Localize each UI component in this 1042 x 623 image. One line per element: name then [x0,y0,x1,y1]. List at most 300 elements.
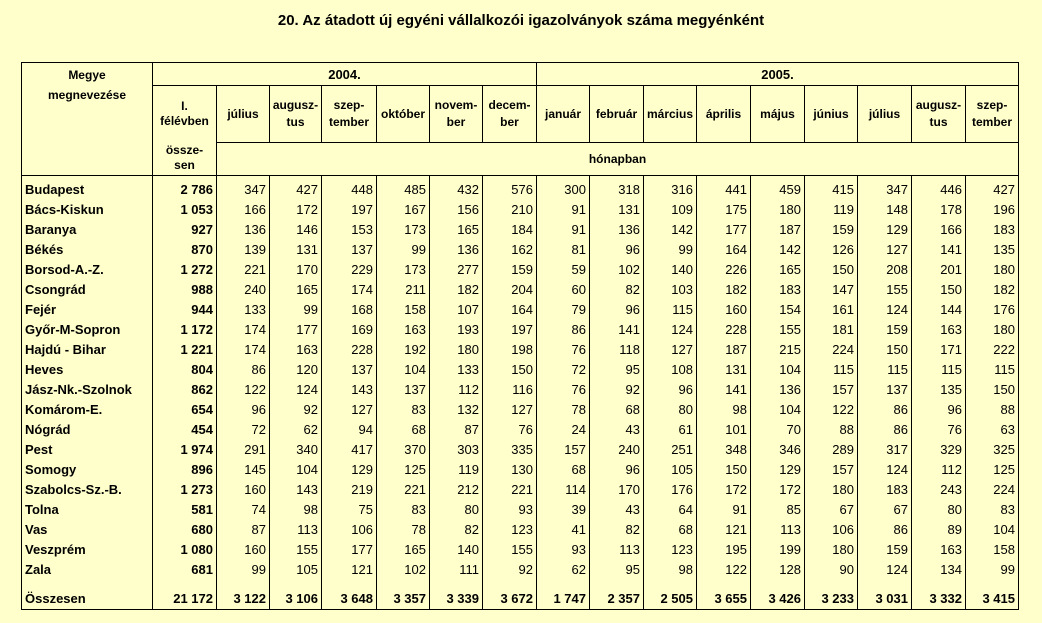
month-value: 113 [270,519,322,539]
month-value: 142 [751,239,805,259]
month-value: 133 [217,299,270,319]
month-value: 221 [483,479,537,499]
month-value: 67 [858,499,912,519]
month-value: 98 [270,499,322,519]
county-name: Bács-Kiskun [22,199,153,219]
month-value: 101 [697,419,751,439]
month-value: 211 [377,279,430,299]
county-name: Szabolcs-Sz.-B. [22,479,153,499]
month-value: 212 [430,479,483,499]
month-value: 441 [697,176,751,200]
month-header-line1: július [868,106,901,121]
month-value: 126 [805,239,858,259]
month-value: 182 [697,279,751,299]
summary-month-value: 3 415 [966,579,1019,610]
table-row [22,359,1019,379]
table-row [22,379,1019,399]
month-value: 88 [805,419,858,439]
monthly-unit-header: hónapban [217,143,1019,176]
month-value: 427 [966,176,1019,200]
month-value: 136 [430,239,483,259]
month-value: 79 [537,299,590,319]
table-row [22,319,1019,339]
month-value: 199 [751,539,805,559]
month-value: 124 [858,559,912,579]
month-value: 85 [751,499,805,519]
month-value: 183 [858,479,912,499]
month-value: 181 [805,319,858,339]
month-value: 221 [377,479,430,499]
month-value: 228 [697,319,751,339]
month-value: 156 [430,199,483,219]
month-value: 124 [270,379,322,399]
month-value: 165 [270,279,322,299]
month-value: 417 [322,439,377,459]
month-header [912,86,966,143]
county-total: 2 786 [153,176,217,200]
year-2004-header: 2004. [153,63,537,86]
county-total: 654 [153,399,217,419]
month-value: 98 [697,399,751,419]
month-value: 62 [537,559,590,579]
month-value: 176 [644,479,697,499]
month-header [966,86,1019,143]
month-value: 174 [322,279,377,299]
month-value: 128 [751,559,805,579]
month-value: 162 [483,239,537,259]
month-value: 144 [912,299,966,319]
month-value: 195 [697,539,751,559]
total-header [153,143,217,176]
month-value: 141 [697,379,751,399]
month-value: 59 [537,259,590,279]
summary-total: 21 172 [153,579,217,610]
month-value: 159 [858,319,912,339]
month-value: 335 [483,439,537,459]
month-value: 168 [322,299,377,319]
month-value: 160 [697,299,751,319]
month-value: 123 [644,539,697,559]
month-value: 109 [644,199,697,219]
month-value: 180 [751,199,805,219]
month-header-line2: tember [971,115,1012,129]
month-value: 208 [858,259,912,279]
month-value: 140 [644,259,697,279]
month-value: 122 [805,399,858,419]
month-value: 80 [430,499,483,519]
table-row [22,219,1019,239]
month-value: 137 [322,359,377,379]
month-value: 118 [590,339,644,359]
month-value: 172 [697,479,751,499]
month-value: 140 [430,539,483,559]
month-value: 204 [483,279,537,299]
month-value: 135 [966,239,1019,259]
summary-month-value: 3 357 [377,579,430,610]
month-value: 95 [590,359,644,379]
month-value: 99 [966,559,1019,579]
month-header-line1: október [380,106,425,121]
county-total: 944 [153,299,217,319]
month-value: 127 [858,239,912,259]
table-row [22,339,1019,359]
month-value: 222 [966,339,1019,359]
month-value: 41 [537,519,590,539]
month-value: 448 [322,176,377,200]
county-name: Budapest [22,176,153,200]
summary-month-value: 3 122 [217,579,270,610]
month-value: 163 [912,539,966,559]
month-value: 157 [537,439,590,459]
month-value: 121 [322,559,377,579]
month-value: 485 [377,176,430,200]
month-value: 329 [912,439,966,459]
month-value: 198 [483,339,537,359]
county-total: 1 273 [153,479,217,499]
month-value: 127 [644,339,697,359]
county-total: 1 272 [153,259,217,279]
month-value: 348 [697,439,751,459]
month-value: 63 [966,419,1019,439]
month-value: 124 [644,319,697,339]
month-value: 86 [858,419,912,439]
month-value: 291 [217,439,270,459]
month-value: 459 [751,176,805,200]
month-value: 192 [377,339,430,359]
month-value: 157 [805,459,858,479]
month-value: 175 [697,199,751,219]
summary-month-value: 1 747 [537,579,590,610]
table-row [22,239,1019,259]
month-value: 147 [805,279,858,299]
county-name: Somogy [22,459,153,479]
month-value: 99 [270,299,322,319]
month-value: 137 [858,379,912,399]
month-header-line1: augusz- [915,98,962,112]
month-value: 240 [590,439,644,459]
summary-month-value: 3 332 [912,579,966,610]
county-name: Heves [22,359,153,379]
month-value: 243 [912,479,966,499]
month-value: 251 [644,439,697,459]
month-header [537,86,590,143]
month-value: 113 [751,519,805,539]
month-value: 318 [590,176,644,200]
month-value: 99 [377,239,430,259]
month-value: 427 [270,176,322,200]
first-half-line2: félévben [160,114,209,129]
month-value: 80 [912,499,966,519]
county-total: 1 974 [153,439,217,459]
month-value: 139 [217,239,270,259]
month-value: 74 [217,499,270,519]
month-value: 107 [430,299,483,319]
county-total: 804 [153,359,217,379]
month-value: 122 [217,379,270,399]
month-value: 176 [966,299,1019,319]
month-value: 24 [537,419,590,439]
month-header [430,86,483,143]
summary-month-value: 2 505 [644,579,697,610]
month-value: 370 [377,439,430,459]
month-value: 86 [217,359,270,379]
month-value: 129 [858,219,912,239]
month-value: 137 [377,379,430,399]
month-value: 119 [430,459,483,479]
month-header-line2: ber [500,115,519,129]
table-row [22,539,1019,559]
month-value: 75 [322,499,377,519]
month-value: 124 [858,299,912,319]
county-total: 1 172 [153,319,217,339]
month-value: 183 [966,219,1019,239]
month-value: 129 [322,459,377,479]
month-value: 160 [217,479,270,499]
month-value: 277 [430,259,483,279]
month-value: 210 [483,199,537,219]
month-value: 219 [322,479,377,499]
month-value: 92 [483,559,537,579]
month-value: 91 [697,499,751,519]
month-value: 170 [590,479,644,499]
month-value: 39 [537,499,590,519]
county-header-line1: Megye [68,68,106,82]
month-value: 86 [858,399,912,419]
month-value: 87 [430,419,483,439]
county-total: 862 [153,379,217,399]
month-value: 178 [912,199,966,219]
month-value: 148 [858,199,912,219]
month-value: 155 [483,539,537,559]
month-header-line1: június [813,106,849,121]
month-value: 62 [270,419,322,439]
month-value: 95 [590,559,644,579]
month-value: 102 [590,259,644,279]
month-value: 68 [537,459,590,479]
month-value: 221 [217,259,270,279]
month-value: 155 [270,539,322,559]
month-value: 88 [966,399,1019,419]
month-value: 180 [805,539,858,559]
month-value: 81 [537,239,590,259]
month-value: 76 [483,419,537,439]
county-name: Csongrád [22,279,153,299]
county-total: 896 [153,459,217,479]
month-header [483,86,537,143]
month-value: 82 [590,519,644,539]
county-name: Fejér [22,299,153,319]
total-header-line1: össze- [165,142,204,157]
month-value: 102 [377,559,430,579]
month-header [590,86,644,143]
month-value: 215 [751,339,805,359]
month-value: 93 [537,539,590,559]
month-value: 163 [912,319,966,339]
month-value: 303 [430,439,483,459]
month-value: 83 [966,499,1019,519]
month-value: 129 [751,459,805,479]
summary-month-value: 3 233 [805,579,858,610]
month-value: 43 [590,499,644,519]
month-value: 180 [430,339,483,359]
total-header-line2: sen [174,157,195,172]
year-2005-header: 2005. [537,63,1019,86]
month-value: 154 [751,299,805,319]
summary-month-value: 3 339 [430,579,483,610]
month-value: 72 [537,359,590,379]
month-value: 67 [805,499,858,519]
month-value: 83 [377,399,430,419]
month-value: 127 [483,399,537,419]
month-value: 180 [805,479,858,499]
month-value: 177 [697,219,751,239]
month-header [377,86,430,143]
county-name: Békés [22,239,153,259]
month-value: 226 [697,259,751,279]
month-value: 161 [805,299,858,319]
month-value: 150 [697,459,751,479]
month-header-line1: július [227,106,259,121]
month-value: 120 [270,359,322,379]
month-header-line1: novem- [434,98,478,112]
month-value: 116 [483,379,537,399]
month-value: 229 [322,259,377,279]
month-value: 159 [483,259,537,279]
month-value: 92 [270,399,322,419]
month-value: 114 [537,479,590,499]
month-value: 166 [217,199,270,219]
summary-month-value: 3 655 [697,579,751,610]
table-row [22,459,1019,479]
month-value: 96 [217,399,270,419]
month-value: 68 [590,399,644,419]
month-value: 61 [644,419,697,439]
month-value: 171 [912,339,966,359]
month-value: 122 [697,559,751,579]
month-value: 158 [966,539,1019,559]
month-value: 143 [270,479,322,499]
month-value: 141 [590,319,644,339]
month-value: 68 [644,519,697,539]
month-value: 172 [270,199,322,219]
month-value: 150 [966,379,1019,399]
month-value: 96 [590,239,644,259]
month-header [858,86,912,143]
month-header [270,86,322,143]
month-value: 91 [537,219,590,239]
month-value: 184 [483,219,537,239]
table-row [22,279,1019,299]
month-value: 415 [805,176,858,200]
month-value: 123 [483,519,537,539]
county-total: 454 [153,419,217,439]
month-value: 131 [270,239,322,259]
month-value: 187 [697,339,751,359]
month-header-line2: tus [286,115,305,129]
month-value: 104 [751,359,805,379]
month-value: 104 [270,459,322,479]
table-row [22,499,1019,519]
month-value: 197 [322,199,377,219]
month-header-line1: szep- [976,98,1008,112]
month-value: 173 [377,219,430,239]
month-value: 99 [644,239,697,259]
month-value: 141 [912,239,966,259]
month-value: 104 [966,519,1019,539]
month-value: 346 [751,439,805,459]
county-total: 988 [153,279,217,299]
month-value: 96 [912,399,966,419]
month-value: 125 [966,459,1019,479]
month-value: 325 [966,439,1019,459]
month-value: 182 [966,279,1019,299]
month-value: 96 [644,379,697,399]
county-total: 581 [153,499,217,519]
month-value: 432 [430,176,483,200]
month-value: 182 [430,279,483,299]
county-total: 927 [153,219,217,239]
county-header-line2: megnevezése [47,88,127,102]
month-value: 103 [644,279,697,299]
month-value: 136 [217,219,270,239]
month-value: 155 [751,319,805,339]
month-value: 115 [966,359,1019,379]
month-header-line1: decem- [488,98,531,112]
month-header-line2: tus [929,115,948,129]
data-table [21,62,1019,610]
month-value: 43 [590,419,644,439]
month-value: 177 [270,319,322,339]
county-name: Veszprém [22,539,153,559]
month-value: 111 [430,559,483,579]
county-name: Pest [22,439,153,459]
month-header-line1: március [646,106,694,121]
summary-month-value: 2 357 [590,579,644,610]
month-value: 94 [322,419,377,439]
month-value: 127 [322,399,377,419]
county-column-header [22,63,153,176]
month-header-line1: május [760,106,795,121]
month-value: 136 [751,379,805,399]
month-value: 134 [912,559,966,579]
month-value: 201 [912,259,966,279]
table-row [22,399,1019,419]
month-value: 146 [270,219,322,239]
summary-month-value: 3 106 [270,579,322,610]
month-value: 92 [590,379,644,399]
county-name: Jász-Nk.-Szolnok [22,379,153,399]
month-value: 167 [377,199,430,219]
month-header [217,86,270,143]
month-value: 70 [751,419,805,439]
month-header [805,86,858,143]
month-value: 115 [805,359,858,379]
month-value: 576 [483,176,537,200]
month-value: 155 [858,279,912,299]
month-header [322,86,377,143]
table-row [22,299,1019,319]
month-value: 64 [644,499,697,519]
county-total: 1 053 [153,199,217,219]
month-value: 316 [644,176,697,200]
month-value: 91 [537,199,590,219]
month-value: 131 [697,359,751,379]
month-value: 99 [217,559,270,579]
county-name: Nógrád [22,419,153,439]
month-value: 98 [644,559,697,579]
month-value: 142 [644,219,697,239]
month-value: 68 [377,419,430,439]
